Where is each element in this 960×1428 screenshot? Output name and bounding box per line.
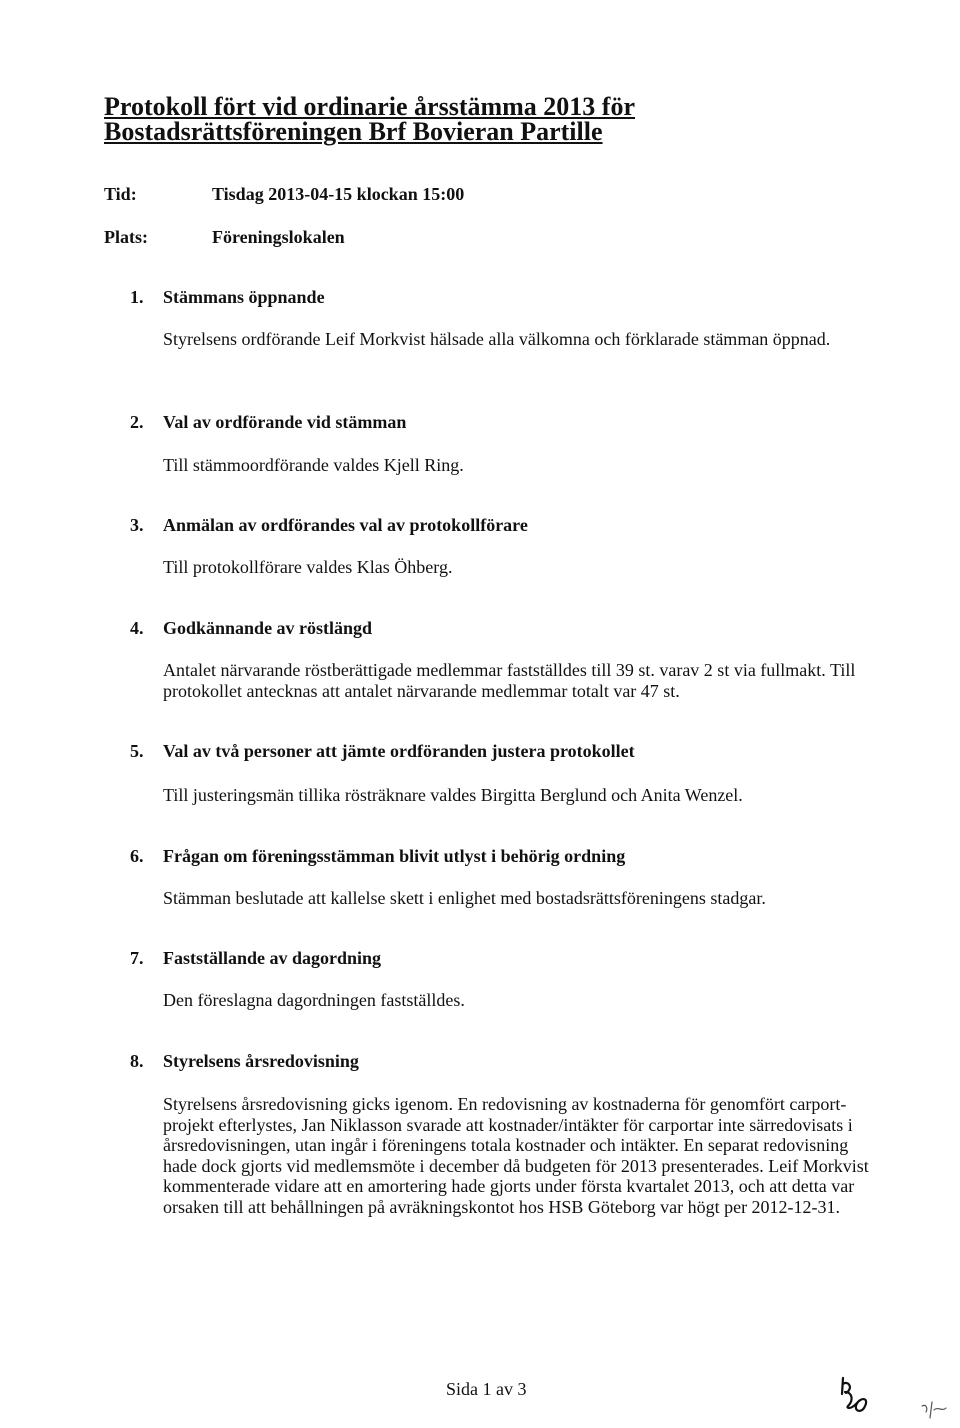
item-paragraph: Styrelsens ordförande Leif Morkvist hälsade alla välkomna och förklarade stämman öppnad. bbox=[163, 329, 831, 349]
item-paragraph: Till stämmoordförande valdes Kjell Ring. bbox=[163, 455, 464, 475]
title-line-2: Bostadsrättsföreningen Brf Bovieran Partille bbox=[104, 117, 603, 146]
place-label: Plats: bbox=[104, 227, 148, 247]
item-number: 3. bbox=[130, 515, 144, 535]
time-label: Tid: bbox=[104, 184, 137, 204]
time-value: Tisdag 2013-04-15 klockan 15:00 bbox=[212, 184, 465, 204]
item-paragraph: Till justeringsmän tillika rösträknare valdes Birgitta Berglund och Anita Wenzel. bbox=[163, 785, 743, 805]
item-number: 5. bbox=[130, 741, 144, 761]
item-paragraph: Stämman beslutade att kallelse skett i enlighet med bostadsrättsföreningens stadgar. bbox=[163, 888, 766, 908]
item-heading-text: Frågan om föreningsstämman blivit utlyst i behörig ordning bbox=[163, 846, 626, 866]
item-heading-text: Val av två personer att jämte ordföranden justera protokollet bbox=[163, 741, 635, 761]
item-heading-text: Styrelsens årsredovisning bbox=[163, 1051, 359, 1071]
item-number: 7. bbox=[130, 948, 144, 968]
item-number: 6. bbox=[130, 846, 144, 866]
item-paragraph: Till protokollförare valdes Klas Öhberg. bbox=[163, 557, 453, 577]
item-number: 1. bbox=[130, 287, 144, 307]
item-paragraph: Antalet närvarande röstberättigade medlemmar fastställdes till 39 st. varav 2 st via fullmakt. Till protokollet antecknas att antalet närvarande medlemmar totalt var 47 st. bbox=[163, 660, 856, 701]
item-heading-text: Fastställande av dagordning bbox=[163, 948, 382, 968]
handwritten-initials-signature bbox=[840, 1366, 960, 1426]
item-heading-text: Anmälan av ordförandes val av protokollförare bbox=[163, 515, 528, 535]
document-title bbox=[104, 94, 635, 144]
item-heading-text: Stämmans öppnande bbox=[163, 287, 325, 307]
item-number: 2. bbox=[130, 412, 144, 432]
item-heading-text: Godkännande av röstlängd bbox=[163, 618, 373, 638]
item-heading-text: Val av ordförande vid stämman bbox=[163, 412, 407, 432]
item-number: 4. bbox=[130, 618, 144, 638]
place-value: Föreningslokalen bbox=[212, 227, 345, 247]
title-line-1: Protokoll fört vid ordinarie årsstämma 2013 för bbox=[104, 92, 635, 121]
page-number: Sida 1 av 3 bbox=[446, 1379, 527, 1399]
item-number: 8. bbox=[130, 1051, 144, 1071]
item-paragraph: Styrelsens årsredovisning gicks igenom. En redovisning av kostnaderna för genomfört carport-projekt efterlystes, Jan Niklasson svarade att kostnader/intäkter för carportar inte särredovisats i årsredovisningen, utan ingår i föreningens totala kostnader och intäkter. En separat redovisning hade dock gjorts vid medlemsmöte i december då budgeten för 2013 presenterades. Leif Morkvist kommenterade vidare att en amortering hade gjorts under första kvartalet 2013, och att detta var orsaken till att behållningen på avräkningskontot hos HSB Göteborg var högt per 2012-12-31. bbox=[163, 1094, 869, 1217]
item-paragraph: Den föreslagna dagordningen fastställdes. bbox=[163, 990, 465, 1010]
